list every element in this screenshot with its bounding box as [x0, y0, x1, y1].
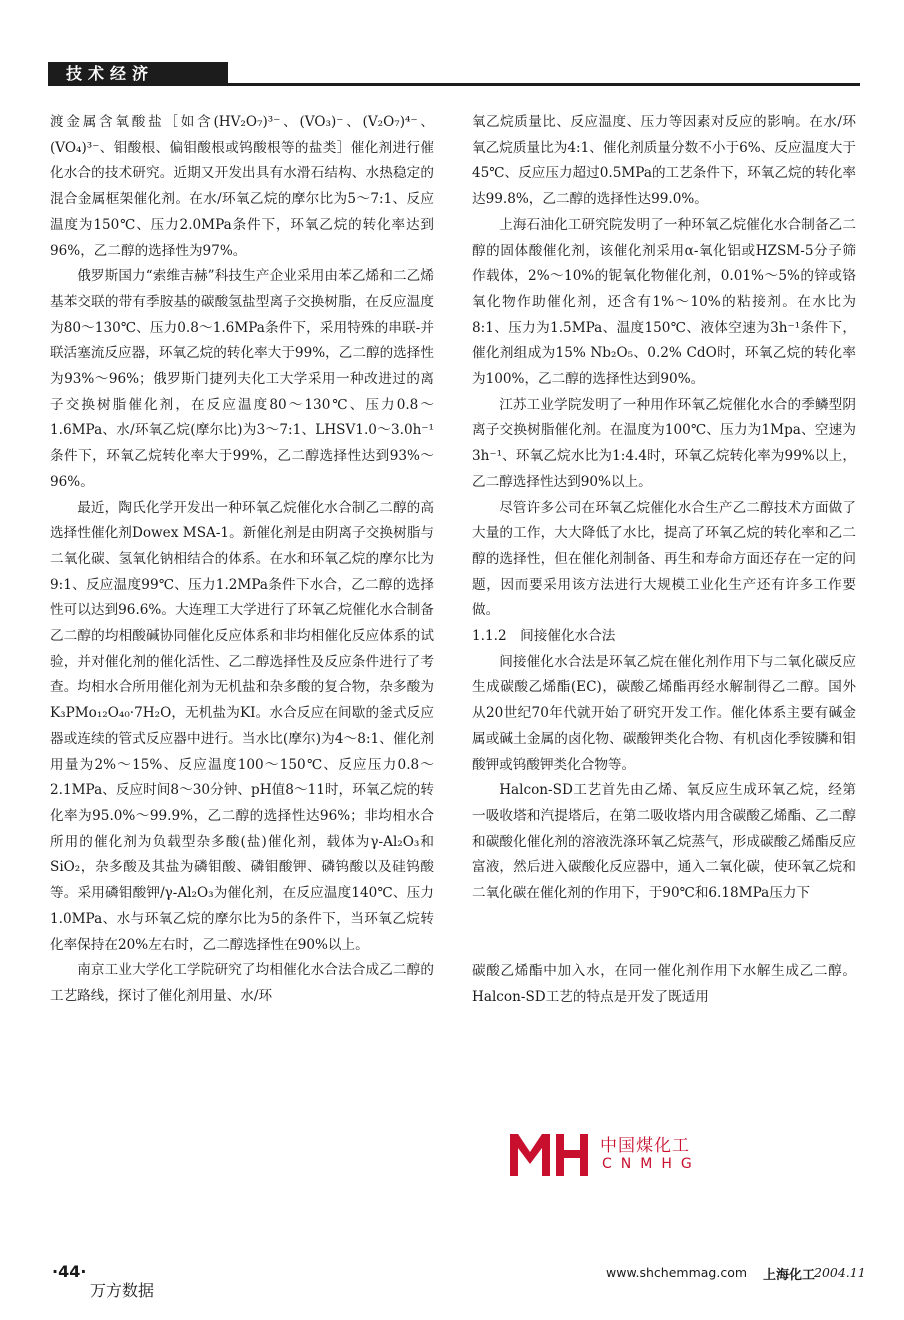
section-heading: 1.1.2 间接催化水合法 — [472, 628, 616, 645]
watermark-gap — [472, 907, 856, 959]
paragraph: 上海石油化工研究院发明了一种环氧乙烷催化水合制备乙二醇的固体酸催化剂，该催化剂采用α-氧化铝或HZSM-5分子筛作载体，2%～10%的铌氧化物催化剂，0.01%～5%的锌或铬氧化物作助催化剂，还含有1%～10%的粘接剂。在水比为8:1、压力为1.5MPa、温度150℃、液体空速为3h⁻¹条件下，催化剂组成为15% Nb₂O₅、0.2% CdO时，环氧乙烷的转化率为100%，乙二醇的选择性达到90%。 — [472, 216, 856, 388]
page-number: ·44· — [52, 1262, 87, 1281]
left-column — [50, 110, 434, 1010]
source-mark: 万方数据 — [90, 1281, 155, 1300]
paragraph: 间接催化水合法是环氧乙烷在催化剂作用下与二氧化碳反应生成碳酸乙烯酯(EC)，碳酸乙烯酯再经水解制得乙二醇。国外从20世纪70年代就开始了研究开发工作。催化体系主要有碱金属或碱土金属的卤化物、碳酸钾类化合物、有机卤化季铵膦和钼酸钾或钨酸钾类化合物等。 — [472, 653, 856, 773]
watermark — [502, 1128, 882, 1180]
footer-date: 2004.11 — [814, 1265, 866, 1280]
header-rule — [228, 83, 860, 86]
paragraph: 尽管许多公司在环氧乙烷催化水合生产乙二醇技术方面做了大量的工作，大大降低了水比，提高了环氧乙烷的转化率和乙二醇的选择性，但在催化剂制备、再生和寿命方面还存在一定的问题，因而要采用该方法进行大规模工业化生产还有许多工作要做。 — [472, 499, 856, 619]
watermark-subtitle: CNMHG — [602, 1156, 701, 1172]
paragraph: 江苏工业学院发明了一种用作环氧乙烷催化水合的季鳞型阴离子交换树脂催化剂。在温度为100℃、压力为1Mpa、空速为3h⁻¹、环氧乙烷水比为1:4.4时，环氧乙烷转化率为99%以上，乙二醇选择性达到90%以上。 — [472, 396, 856, 490]
paragraph: Halcon-SD工艺首先由乙烯、氧反应生成环氧乙烷，经第一吸收塔和汽提塔后，在第二吸收塔内用含碳酸乙烯酯、乙二醇和碳酸化催化剂的溶液洗涤环氧乙烷蒸气，形成碳酸乙烯酯反应富液，然后进入碳酸化反应器中，通入二氧化碳，使环氧乙烷和二氧化碳在催化剂的作用下，于90℃和6.18MPa压力下 — [472, 782, 856, 902]
paragraph: 渡金属含氧酸盐［如含(HV₂O₇)³⁻、(VO₃)⁻、(V₂O₇)⁴⁻、(VO₄)³⁻、钼酸根、偏钼酸根或钨酸根等的盐类］催化剂进行催化水合的技术研究。近期又开发出具有水滑石结构、水热稳定的混合金属框架催化剂。在水/环氧乙烷的摩尔比为5～7:1、反应温度为150℃、压力2.0MPa条件下，环氧乙烷的转化率达到96%，乙二醇的选择性为97%。 — [50, 114, 434, 259]
section-header — [48, 62, 860, 86]
paragraph: 南京工业大学化工学院研究了均相催化水合法合成乙二醇的工艺路线，探讨了催化剂用量、水/环 — [50, 962, 434, 1004]
watermark-title: 中国煤化工 — [600, 1136, 690, 1156]
footer-journal: 上海化工 — [763, 1268, 816, 1283]
paragraph: 俄罗斯国力“索维吉赫”科技生产企业采用由苯乙烯和二乙烯基苯交联的带有季胺基的碳酸氢盐型离子交换树脂，在反应温度为80～130℃、压力0.8～1.6MPa条件下，采用特殊的串联-并联活塞流反应器，环氧乙烷的转化率大于99%，乙二醇的选择性为93%～96%；俄罗斯门捷列夫化工大学采用一种改进过的离子交换树脂催化剂，在反应温度80～130℃、压力0.8～1.6MPa、水/环氧乙烷(摩尔比)为3～7:1、LHSV1.0～3.0h⁻¹条件下，环氧乙烷转化率大于99%，乙二醇选择性达到93%～96%。 — [50, 268, 434, 490]
watermark-logo-icon — [508, 1130, 594, 1178]
right-column — [472, 110, 856, 1010]
paragraph: 碳酸乙烯酯中加入水，在同一催化剂作用下水解生成乙二醇。Halcon-SD工艺的特点是开发了既适用 — [472, 962, 856, 1005]
paragraph: 最近，陶氏化学开发出一种环氧乙烷催化水合制乙二醇的高选择性催化剂Dowex MSA-1。新催化剂是由阴离子交换树脂与二氧化碳、氢氧化钠相结合的体系。在水和环氧乙烷的摩尔比为9:1、反应温度99℃、压力1.2MPa条件下水合，乙二醇的选择性可以达到96.6%。大连理工大学进行了环氧乙烷催化水合制备乙二醇的均相酸碱协同催化反应体系和非均相催化反应体系的试验，并对催化剂的催化活性、乙二醇选择性及反应条件进行了考查。均相水合所用催化剂为无机盐和杂多酸的复合物，杂多酸为K₃PMo₁₂O₄₀·7H₂O，无机盐为KI。水合反应在间歇的釜式反应器或连续的管式反应器中进行。当水比(摩尔)为4～8:1、催化剂用量为2%～15%、反应温度100～150℃、反应压力0.8～2.1MPa、反应时间8～30分钟、pH值8～11时，环氧乙烷的转化率为95.0%～99.9%，乙二醇的选择性达96%；非均相水合所用的催化剂为负载型杂多酸(盐)催化剂，载体为γ-Al₂O₃和SiO₂，杂多酸及其盐为磷钼酸、磷钼酸钾、磷钨酸以及硅钨酸等。采用磷钼酸钾/γ-Al₂O₃为催化剂，在反应温度140℃、压力1.0MPa、水与环氧乙烷的摩尔比为5的条件下，当环氧乙烷转化率保持在20%左右时，乙二醇选择性在90%以上。 — [50, 499, 434, 953]
section-label: 技术经济 — [48, 62, 228, 86]
footer-url: www.shchemmag.com — [606, 1265, 748, 1280]
paragraph: 氧乙烷质量比、反应温度、压力等因素对反应的影响。在水/环氧乙烷质量比为4:1、催化剂质量分数不小于6%、反应温度大于45℃、反应压力超过0.5MPa的工艺条件下，环氧乙烷的转化率达99.8%，乙二醇的选择性达99.0%。 — [472, 114, 856, 208]
